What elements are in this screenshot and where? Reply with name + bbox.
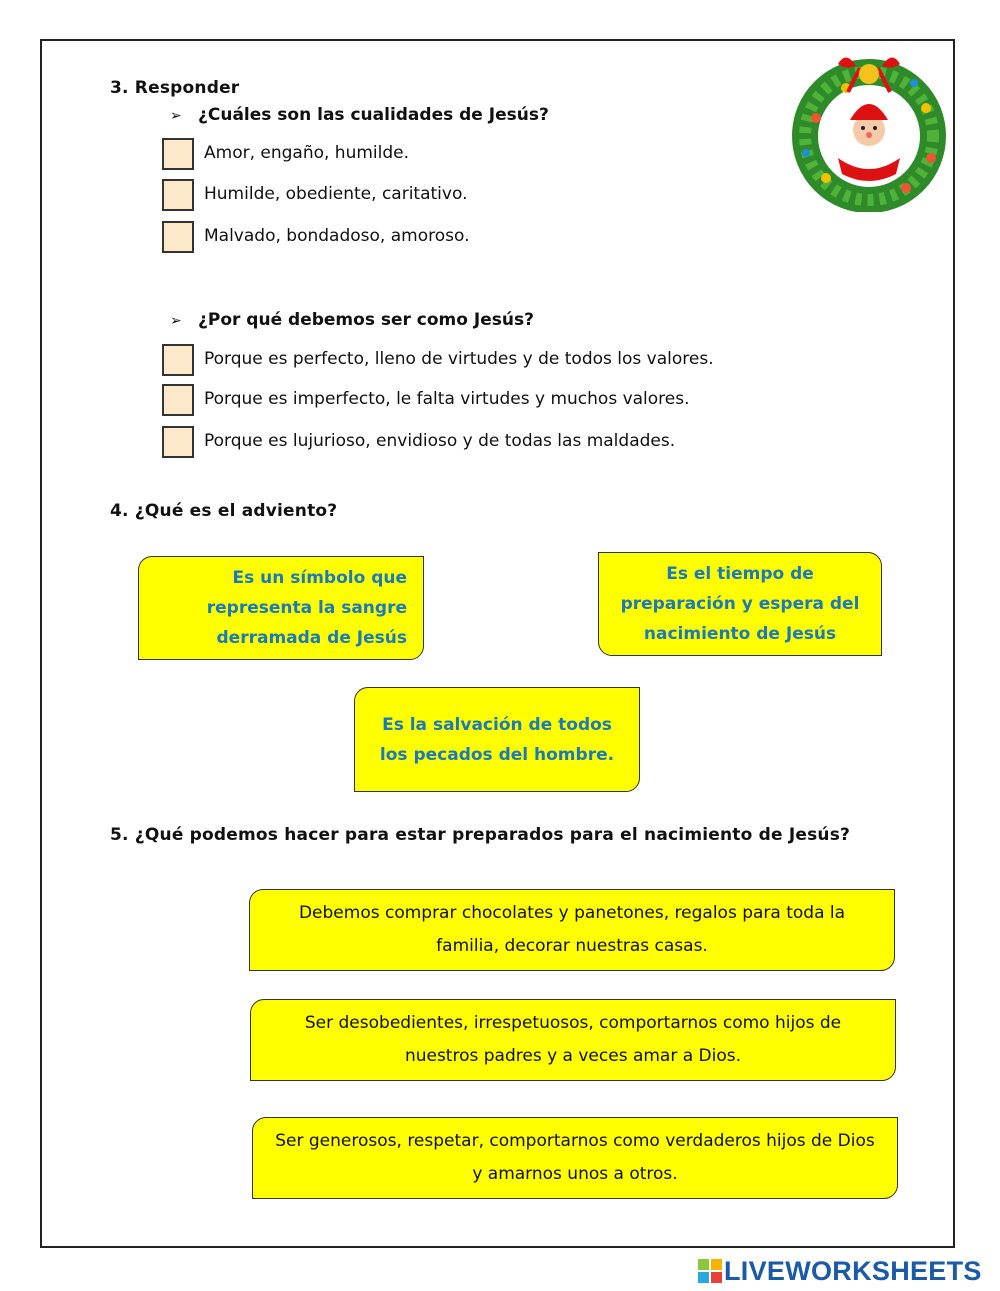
answer-text: Ser desobedientes, irrespetuosos, comportarnos como hijos de nuestros padres y a veces amar a Dios.	[304, 1013, 842, 1066]
answer-checkbox[interactable]	[162, 384, 194, 416]
option-label: Porque es perfecto, lleno de virtudes y de todos los valores.	[204, 349, 714, 369]
answer-checkbox[interactable]	[162, 344, 194, 376]
christmas-wreath-icon	[786, 48, 952, 212]
liveworksheets-logo	[698, 1256, 982, 1286]
answer-text: Debemos comprar chocolates y panetones, regalos para toda la familia, decorar nuestras casas.	[298, 903, 846, 956]
option-label: Malvado, bondadoso, amoroso.	[204, 226, 470, 246]
preparation-answer-box[interactable]	[252, 1117, 898, 1199]
question-qualities: ¿Cuáles son las cualidades de Jesús?	[198, 105, 549, 125]
option-label: Humilde, obediente, caritativo.	[204, 184, 468, 204]
option-label: Porque es lujurioso, envidioso y de todas las maldades.	[204, 431, 676, 451]
section-5-title: 5. ¿Qué podemos hacer para estar preparados para el nacimiento de Jesús?	[110, 825, 851, 845]
arrowhead-bullet-icon: ➢	[170, 108, 182, 124]
preparation-answer-box[interactable]	[249, 889, 895, 971]
answer-checkbox[interactable]	[162, 426, 194, 458]
section-3-title: 3. Responder	[110, 78, 240, 98]
question-why-like-jesus: ¿Por qué debemos ser como Jesús?	[198, 310, 534, 330]
advent-answer-box[interactable]	[138, 556, 424, 660]
answer-checkbox[interactable]	[162, 179, 194, 211]
liveworksheets-logo-icon	[698, 1259, 724, 1283]
preparation-answer-box[interactable]	[250, 999, 896, 1081]
option-label: Amor, engaño, humilde.	[204, 143, 410, 163]
answer-checkbox[interactable]	[162, 221, 194, 253]
arrowhead-bullet-icon: ➢	[170, 313, 182, 329]
answer-text: Ser generosos, respetar, comportarnos como verdaderos hijos de Dios y amarnos unos a otros.	[275, 1131, 875, 1184]
section-4-title: 4. ¿Qué es el adviento?	[110, 501, 338, 521]
answer-text: Es el tiempo de preparación y espera del nacimiento de Jesús	[620, 564, 860, 644]
advent-answer-box[interactable]	[598, 552, 882, 656]
advent-answer-box[interactable]	[354, 687, 640, 792]
answer-text: Es la salvación de todos los pecados del hombre.	[379, 714, 615, 765]
answer-checkbox[interactable]	[162, 138, 194, 170]
option-label: Porque es imperfecto, le falta virtudes y muchos valores.	[204, 389, 690, 409]
brand-name: LIVEWORKSHEETS	[724, 1255, 982, 1286]
answer-text: Es un símbolo que representa la sangre derramada de Jesús	[206, 568, 407, 648]
